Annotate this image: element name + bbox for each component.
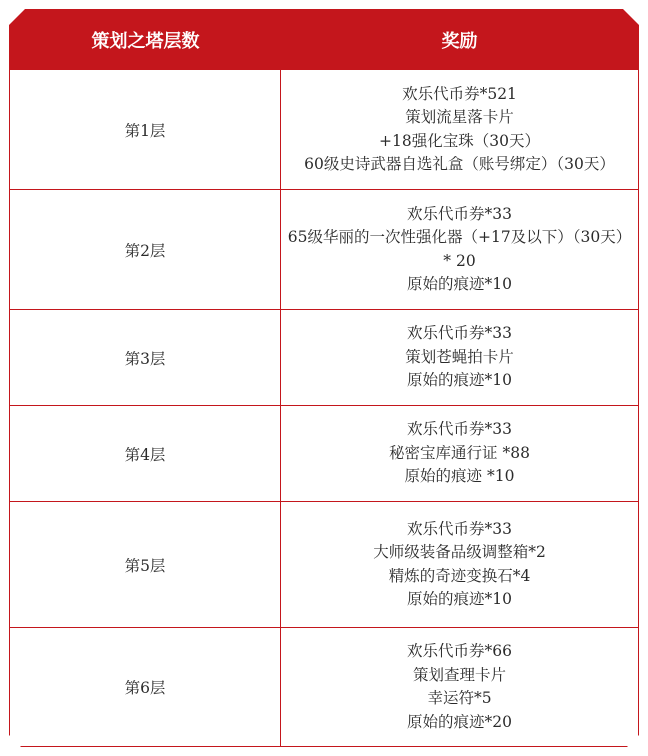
reward-item: * 20 bbox=[443, 251, 476, 270]
reward-item: 65级华丽的一次性强化器（+17及以下）（30天） bbox=[287, 228, 632, 246]
header-floor-label: 策划之塔层数 bbox=[91, 30, 200, 52]
reward-cell bbox=[281, 190, 638, 309]
reward-item: 原始的痕迹*20 bbox=[407, 712, 512, 731]
floor-cell: 第4层 bbox=[10, 406, 281, 501]
header-reward-label: 奖励 bbox=[441, 30, 478, 52]
table-row bbox=[10, 189, 638, 309]
reward-item: 精炼的奇迹变换石*4 bbox=[388, 566, 531, 585]
floor-cell: 第5层 bbox=[10, 502, 281, 627]
table-row bbox=[10, 501, 638, 627]
reward-table bbox=[9, 9, 639, 747]
table-header bbox=[10, 10, 638, 69]
reward-item: 欢乐代币券*66 bbox=[407, 642, 512, 660]
reward-cell bbox=[281, 310, 638, 405]
reward-item: 策划苍蝇拍卡片 bbox=[405, 347, 514, 366]
reward-item: 欢乐代币券*33 bbox=[407, 204, 512, 223]
reward-cell bbox=[281, 70, 638, 189]
reward-item: 策划流星落卡片 bbox=[405, 108, 514, 126]
reward-item: 60级史诗武器自选礼盒（账号绑定）（30天） bbox=[304, 155, 615, 173]
reward-item: 原始的痕迹*10 bbox=[407, 590, 512, 608]
table-row bbox=[10, 405, 638, 501]
reward-item: 欢乐代币券*33 bbox=[407, 519, 512, 538]
frame-corner-bottom-right bbox=[627, 735, 639, 747]
floor-cell: 第1层 bbox=[10, 70, 281, 189]
reward-item: 原始的痕迹 *10 bbox=[404, 467, 515, 486]
floor-cell: 第6层 bbox=[10, 628, 281, 746]
floor-cell: 第2层 bbox=[10, 190, 281, 309]
reward-cell bbox=[281, 502, 638, 627]
reward-item: 秘密宝库通行证 *88 bbox=[389, 443, 530, 462]
reward-item: 原始的痕迹*10 bbox=[407, 275, 512, 293]
reward-item: 大师级装备品级调整箱*2 bbox=[373, 543, 546, 561]
reward-item: 欢乐代币券*521 bbox=[402, 84, 517, 103]
reward-item: +18强化宝珠（30天） bbox=[379, 131, 540, 150]
reward-cell bbox=[281, 628, 638, 746]
table-row bbox=[10, 69, 638, 189]
reward-item: 策划查理卡片 bbox=[412, 665, 506, 684]
reward-item: 欢乐代币券*33 bbox=[407, 420, 512, 439]
reward-cell bbox=[281, 406, 638, 501]
header-corner-right bbox=[623, 9, 639, 25]
frame-corner-bottom-left bbox=[9, 735, 21, 747]
reward-item: 原始的痕迹*10 bbox=[407, 371, 512, 390]
reward-item: 幸运符*5 bbox=[427, 689, 492, 707]
header-corner-left bbox=[9, 9, 25, 25]
floor-cell: 第3层 bbox=[10, 310, 281, 405]
reward-item: 欢乐代币券*33 bbox=[407, 324, 512, 343]
table-row bbox=[10, 309, 638, 405]
table-row bbox=[10, 627, 638, 746]
